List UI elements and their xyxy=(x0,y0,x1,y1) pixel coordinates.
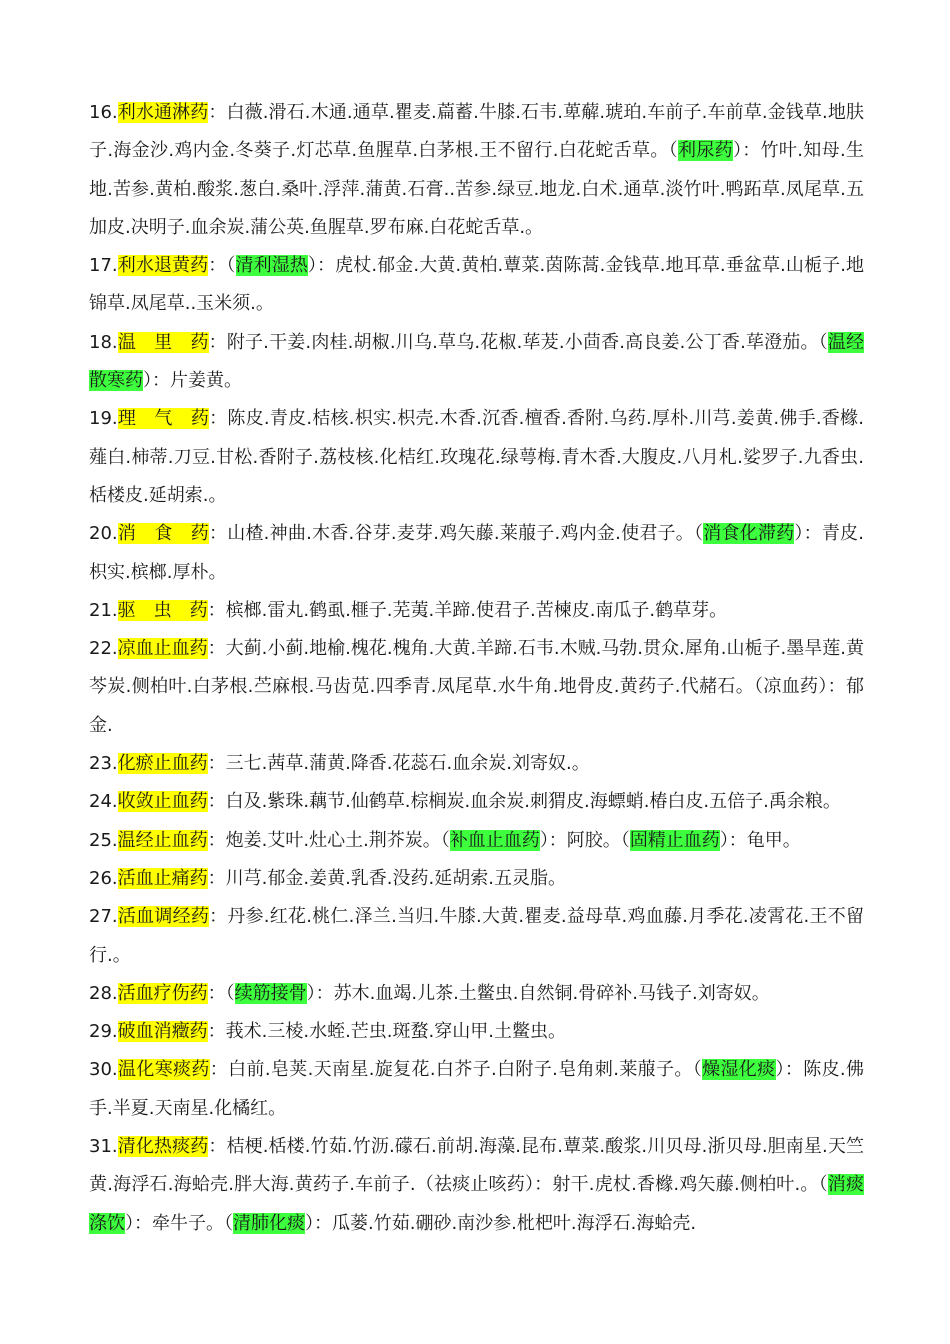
entry-number: 27. xyxy=(89,906,118,928)
entry-number: 30. xyxy=(89,1059,118,1081)
category-heading: 温化寒痰药 xyxy=(117,1059,210,1081)
entry-19 xyxy=(89,400,864,515)
category-heading: 温 里 药 xyxy=(117,331,209,353)
entry-18 xyxy=(89,324,864,401)
entry-17 xyxy=(89,247,864,324)
entry-27 xyxy=(89,898,864,975)
subcategory-heading: 固精止血药 xyxy=(629,829,720,851)
entry-number: 28. xyxy=(89,982,118,1004)
category-heading: 消 食 药 xyxy=(117,523,209,545)
category-heading: 收敛止血药 xyxy=(117,791,208,813)
subcategory-heading: 燥湿化痰 xyxy=(702,1059,776,1081)
entry-number: 29. xyxy=(89,1021,118,1043)
entry-number: 26. xyxy=(89,867,118,889)
category-heading: 清化热痰药 xyxy=(117,1136,209,1158)
entry-22 xyxy=(89,630,864,745)
herb-list-text: ）：龟甲。 xyxy=(719,829,801,851)
entry-number: 21. xyxy=(89,599,118,621)
category-heading: 活血疗伤药 xyxy=(117,982,208,1004)
category-heading: 活血调经药 xyxy=(117,906,210,928)
herb-list-text: ）：阿胶。（ xyxy=(539,829,630,851)
entry-number: 23. xyxy=(89,753,118,775)
entry-number: 17. xyxy=(89,255,118,277)
category-heading: 活血止痛药 xyxy=(117,867,208,889)
entry-24 xyxy=(89,783,864,821)
category-heading: 利水退黄药 xyxy=(117,255,209,277)
entry-number: 25. xyxy=(89,829,118,851)
herb-list-text: ）：苏木.血竭.儿茶.土鳖虫.自然铜.骨碎补.马钱子.刘寄奴。 xyxy=(306,982,770,1004)
category-heading: 化瘀止血药 xyxy=(117,753,208,775)
herb-list-text: ：白薇.滑石.木通.通草.瞿麦.萹蓄.牛膝.石韦.萆薢.琥珀.车前子.车前草.金钱草.地肤子.海金沙.鸡内金.冬葵子.灯芯草.鱼腥草.白茅根.王不留行.白花蛇舌草。（ xyxy=(89,102,864,162)
herb-list-text: ：川芎.郁金.姜黄.乳香.没药.延胡索.五灵脂。 xyxy=(207,867,566,889)
category-heading: 理 气 药 xyxy=(117,408,210,430)
herb-list-text: ）：青皮.枳实.槟榔.厚朴。 xyxy=(89,523,865,583)
entry-number: 18. xyxy=(89,331,118,353)
herb-list-text: ：陈皮.青皮.桔核.枳实.枳壳.木香.沉香.檀香.香附.乌药.厚朴.川芎.姜黄.佛手.香橼.薤白.柿蒂.刀豆.甘松.香附子.荔枝核.化桔红.玫瑰花.绿萼梅.青木香.大腹皮.八月札.娑罗子.九香虫.栝楼皮.延胡索.。 xyxy=(89,408,865,506)
herb-list-text: ：（ xyxy=(207,982,235,1004)
entry-30 xyxy=(89,1051,864,1128)
entry-number: 24. xyxy=(89,791,118,813)
entry-25 xyxy=(89,822,864,860)
herb-list-text: ：三七.茜草.蒲黄.降香.花蕊石.血余炭.刘寄奴.。 xyxy=(207,753,590,775)
entry-21 xyxy=(89,592,864,630)
subcategory-heading: 消痰涤饮 xyxy=(89,1174,864,1234)
document-page xyxy=(89,94,864,1243)
entry-number: 20. xyxy=(89,523,118,545)
entry-20 xyxy=(89,515,864,592)
category-heading: 破血消癥药 xyxy=(117,1021,208,1043)
entry-29 xyxy=(89,1013,864,1051)
category-heading: 温经止血药 xyxy=(117,829,208,851)
herb-list-text: ：炮姜.艾叶.灶心土.荆芥炭。（ xyxy=(207,829,450,851)
subcategory-heading: 消食化滞药 xyxy=(703,523,795,545)
herb-list-text: ：槟榔.雷丸.鹤虱.榧子.芜荑.羊蹄.使君子.苦楝皮.南瓜子.鹤草芽。 xyxy=(207,599,728,621)
herb-list-text: ）：陈皮.佛手.半夏.天南星.化橘红。 xyxy=(89,1059,864,1119)
herb-list-text: ）：牵牛子。（ xyxy=(125,1212,233,1234)
entry-number: 16. xyxy=(89,102,118,123)
herb-list-text: ）：片姜黄。 xyxy=(143,370,242,392)
herb-list-text: ：附子.干姜.肉桂.胡椒.川乌.草乌.花椒.荜茇.小茴香.高良姜.公丁香.荜澄茄。（ xyxy=(208,331,828,353)
herb-list-text: ：桔梗.栝楼.竹茹.竹沥.礞石.前胡.海藻.昆布.蕈菜.酸浆.川贝母.浙贝母.胆南星.天竺黄.海浮石.海蛤壳.胖大海.黄药子.车前子.（祛痰止咳药）：射干.虎杖.香橼.鸡矢藤.侧柏叶.。（ xyxy=(89,1136,864,1196)
subcategory-heading: 清利湿热 xyxy=(235,255,308,277)
category-heading: 凉血止血药 xyxy=(117,638,208,660)
herb-list-text: ：白前.皂荚.天南星.旋复花.白芥子.白附子.皂角刺.莱菔子。（ xyxy=(209,1059,703,1081)
entry-number: 22. xyxy=(89,638,118,660)
herb-list-text: ：丹参.红花.桃仁.泽兰.当归.牛膝.大黄.瞿麦.益母草.鸡血藤.月季花.凌霄花.王不留行.。 xyxy=(89,906,864,966)
subcategory-heading: 补血止血药 xyxy=(449,829,540,851)
subcategory-heading: 温经散寒药 xyxy=(89,331,864,392)
entry-31 xyxy=(89,1128,864,1243)
herb-list-text: ）：虎杖.郁金.大黄.黄柏.蕈菜.茵陈蒿.金钱草.地耳草.垂盆草.山栀子.地锦草.凤尾草..玉米须.。 xyxy=(89,255,865,315)
subcategory-heading: 利尿药 xyxy=(678,140,733,162)
category-heading: 利水通淋药 xyxy=(117,102,209,123)
entry-16 xyxy=(89,94,864,247)
subcategory-heading: 清肺化痰 xyxy=(233,1212,305,1234)
entry-28 xyxy=(89,975,864,1013)
entry-number: 31. xyxy=(89,1136,118,1158)
entry-number: 19. xyxy=(89,408,118,430)
herb-list-text: ：大蓟.小蓟.地榆.槐花.槐角.大黄.羊蹄.石韦.木贼.马勃.贯众.犀角.山栀子.墨旱莲.黄芩炭.侧柏叶.白茅根.苎麻根.马齿苋.四季青.凤尾草.水牛角.地骨皮.黄药子.代赭石。（凉血药）：郁金. xyxy=(89,638,864,736)
herb-list-text: ）：瓜蒌.竹茹.硼砂.南沙参.枇杷叶.海浮石.海蛤壳. xyxy=(305,1212,697,1234)
herb-list-text: ：莪术.三棱.水蛭.芒虫.斑蝥.穿山甲.土鳖虫。 xyxy=(207,1021,566,1043)
herb-list-text: ：山楂.神曲.木香.谷芽.麦芽.鸡矢藤.莱菔子.鸡内金.使君子。（ xyxy=(209,523,704,545)
herb-list-text: ：（ xyxy=(208,255,236,277)
entry-26 xyxy=(89,860,864,898)
subcategory-heading: 续筋接骨 xyxy=(234,982,307,1004)
entry-23 xyxy=(89,745,864,783)
herb-list-text: ：白及.紫珠.藕节.仙鹤草.棕榈炭.血余炭.刺猬皮.海螵蛸.椿白皮.五倍子.禹余粮。 xyxy=(207,791,841,813)
category-heading: 驱 虫 药 xyxy=(117,599,208,621)
herb-list-text: ）：竹叶.知母.生地.苦参.黄柏.酸浆.葱白.桑叶.浮萍.蒲黄.石膏..苦参.绿豆.地龙.白术.通草.淡竹叶.鸭跖草.凤尾草.五加皮.决明子.血余炭.蒲公英.鱼腥草.罗布麻.白花蛇舌草.。 xyxy=(89,140,864,238)
